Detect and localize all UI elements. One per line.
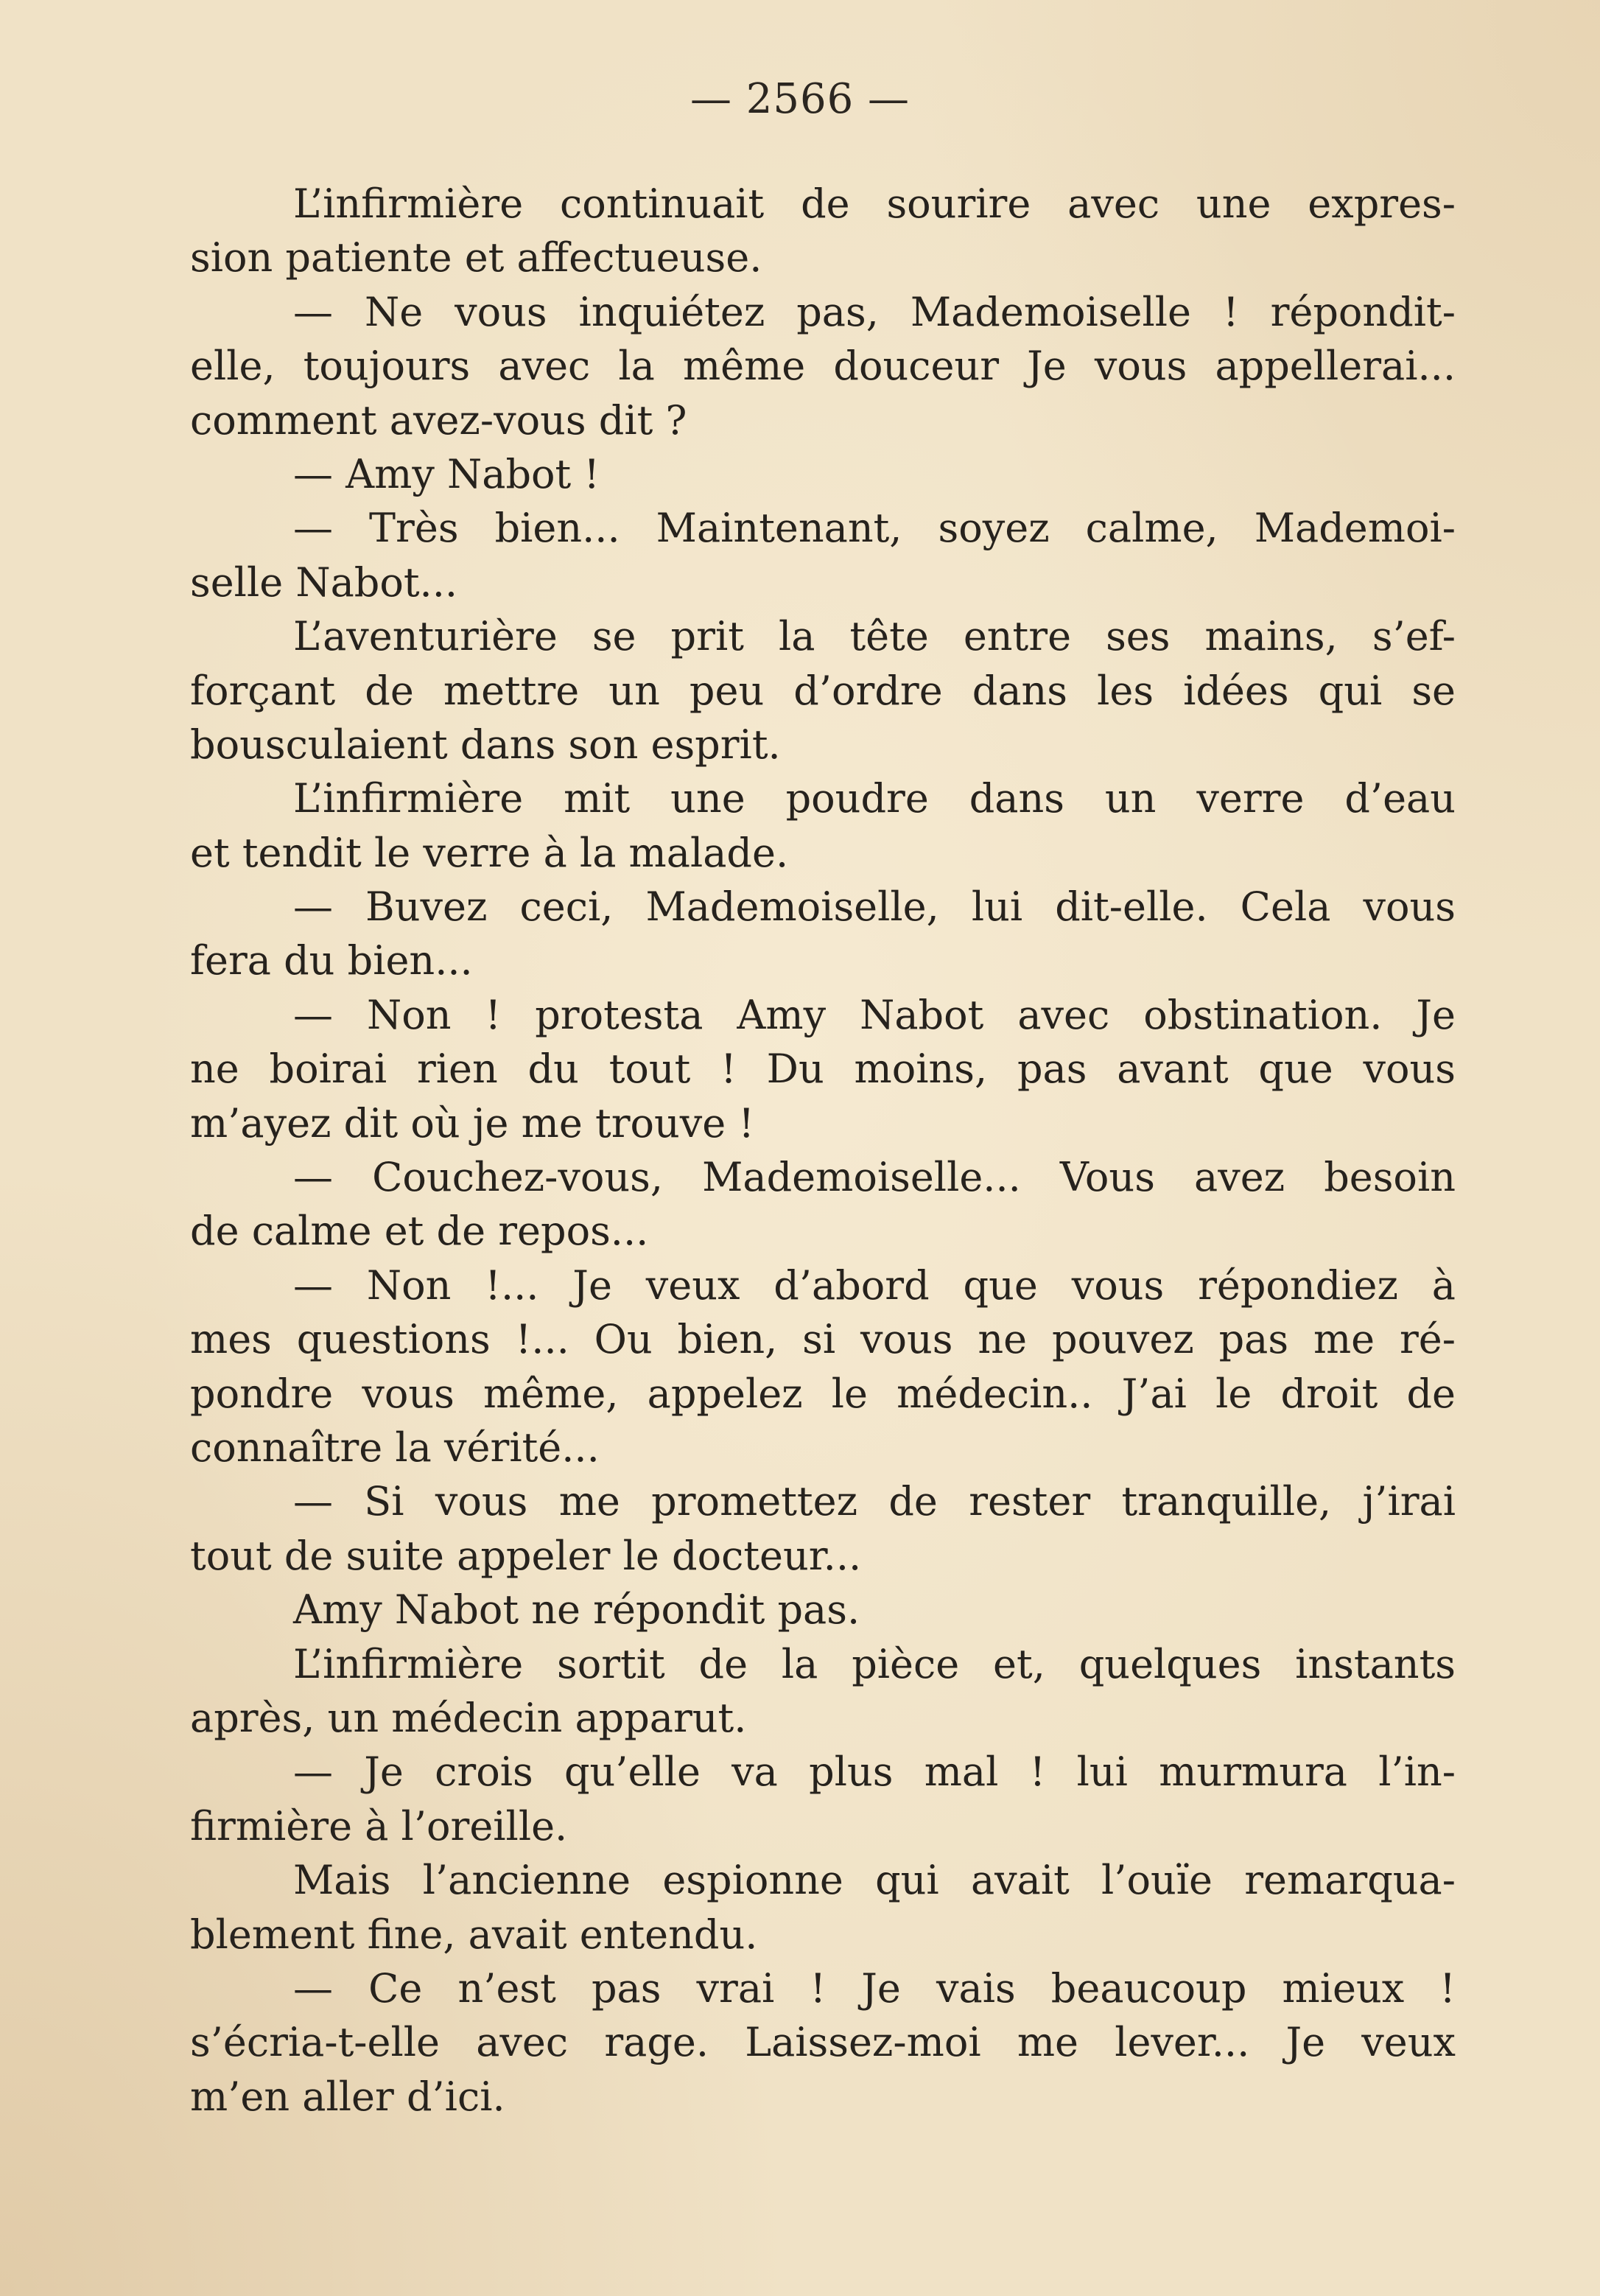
text-line: pondre vous même, appelez le médecin.. J’ai le droit de [190,1370,1456,1417]
text-line: sion patiente et affectueuse. [190,234,762,281]
text-line: après, un médecin apparut. [190,1694,747,1741]
text-line: firmière à l’oreille. [190,1802,568,1849]
text-line: m’en aller d’ici. [190,2073,505,2120]
text-line: elle, toujours avec la même douceur Je vous appellerai... [190,343,1456,390]
text-line: — Ne vous inquiétez pas, Mademoiselle ! répondit- [293,288,1456,335]
text-line: L’aventurière se prit la tête entre ses mains, s’ef- [293,613,1456,660]
text-line: L’infirmière sortit de la pièce et, quelques instants [293,1640,1456,1687]
text-line: mes questions !... Ou bien, si vous ne pouvez pas me ré- [190,1316,1456,1363]
text-line: — Non ! protesta Amy Nabot avec obstination. Je [293,991,1456,1038]
text-line: forçant de mettre un peu d’ordre dans les idées qui se [190,667,1456,714]
text-line: connaître la vérité... [190,1424,600,1471]
page-number: — 2566 — [690,75,910,123]
text-line: — Je crois qu’elle va plus mal ! lui murmura l’in- [293,1749,1456,1796]
text-line: fera du bien... [190,937,473,984]
text-line: — Ce n’est pas vrai ! Je vais beaucoup mieux ! [293,1964,1456,2012]
text-line: tout de suite appeler le docteur... [190,1532,862,1579]
text-line: m’ayez dit où je me trouve ! [190,1099,755,1147]
text-line: bousculaient dans son esprit. [190,721,781,768]
text-line: — Non !... Je veux d’abord que vous répondiez à [293,1261,1456,1309]
text-line: L’infirmière mit une poudre dans un verre d’eau [293,775,1456,822]
text-line: L’infirmière continuait de sourire avec une expres- [293,181,1456,227]
text-line: s’écria-t-elle avec rage. Laissez-moi me lever... Je veux [190,2019,1456,2066]
text-line: Amy Nabot ne répondit pas. [293,1586,860,1634]
text-line: blement fine, avait entendu. [190,1911,758,1958]
text-line: Mais l’ancienne espionne qui avait l’ouïe remarqua- [293,1857,1456,1904]
text-line: de calme et de repos... [190,1208,649,1255]
text-line: — Très bien... Maintenant, soyez calme, Mademoi- [293,505,1456,552]
text-line: — Si vous me promettez de rester tranquille, j’irai [293,1478,1456,1525]
text-line: ne boirai rien du tout ! Du moins, pas avant que vous [190,1046,1456,1093]
text-line: comment avez-vous dit ? [190,396,687,444]
text-line: — Couchez-vous, Mademoiselle... Vous avez besoin [293,1154,1456,1201]
text-line: et tendit le verre à la malade. [190,829,789,876]
text-line: selle Nabot... [190,559,458,606]
text-line: — Amy Nabot ! [293,450,600,497]
body-text [190,177,1456,2124]
text-line: — Buvez ceci, Mademoiselle, lui dit-elle. Cela vous [293,883,1456,931]
